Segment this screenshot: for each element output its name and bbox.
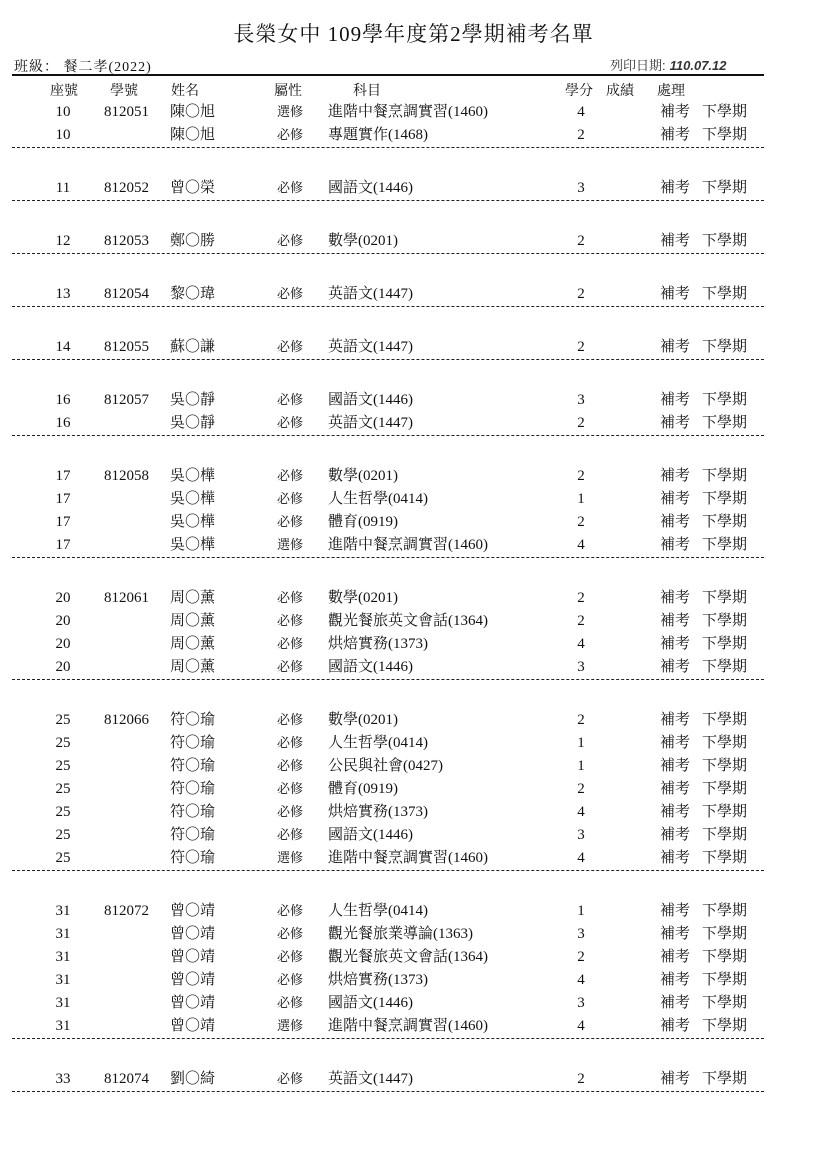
header-rule bbox=[12, 74, 764, 76]
credits-cell: 2 bbox=[577, 590, 585, 606]
credits-cell: 1 bbox=[577, 491, 585, 507]
name-cell: 陳〇旭 bbox=[170, 127, 216, 143]
group-separator bbox=[12, 435, 764, 436]
credits-cell: 3 bbox=[577, 995, 585, 1011]
student-id-cell: 812072 bbox=[104, 903, 149, 919]
name-cell: 周〇薰 bbox=[170, 636, 216, 652]
subject-cell: 觀光餐旅英文會話(1364) bbox=[328, 949, 488, 965]
term-cell: 下學期 bbox=[702, 804, 748, 820]
credits-cell: 2 bbox=[577, 415, 585, 431]
action-cell: 補考 bbox=[660, 972, 691, 988]
subject-cell: 進階中餐烹調實習(1460) bbox=[328, 537, 488, 553]
type-cell: 必修 bbox=[277, 590, 304, 605]
student-id-cell: 812057 bbox=[104, 392, 149, 408]
type-cell: 必修 bbox=[277, 514, 304, 529]
seat-cell: 17 bbox=[55, 468, 71, 484]
name-cell: 吳〇樺 bbox=[170, 537, 216, 553]
group-separator bbox=[12, 557, 764, 558]
subject-cell: 國語文(1446) bbox=[328, 995, 413, 1011]
type-cell: 必修 bbox=[277, 949, 304, 964]
action-cell: 補考 bbox=[660, 1018, 691, 1034]
term-cell: 下學期 bbox=[702, 1018, 748, 1034]
term-cell: 下學期 bbox=[702, 468, 748, 484]
term-cell: 下學期 bbox=[702, 926, 748, 942]
student-id-cell: 812061 bbox=[104, 590, 149, 606]
document-title: 長榮女中 109學年度第2學期補考名單 bbox=[233, 22, 594, 46]
subject-cell: 體育(0919) bbox=[328, 514, 398, 530]
type-cell: 必修 bbox=[277, 286, 304, 301]
header-credits: 學分 bbox=[565, 84, 593, 99]
seat-cell: 17 bbox=[55, 491, 71, 507]
action-cell: 補考 bbox=[660, 659, 691, 675]
term-cell: 下學期 bbox=[702, 613, 748, 629]
seat-cell: 16 bbox=[55, 415, 71, 431]
subject-cell: 國語文(1446) bbox=[328, 827, 413, 843]
student-id-cell: 812054 bbox=[104, 286, 149, 302]
seat-cell: 25 bbox=[55, 735, 71, 751]
seat-cell: 13 bbox=[55, 286, 71, 302]
name-cell: 符〇瑜 bbox=[170, 850, 216, 866]
action-cell: 補考 bbox=[660, 613, 691, 629]
credits-cell: 4 bbox=[577, 850, 585, 866]
type-cell: 必修 bbox=[277, 491, 304, 506]
action-cell: 補考 bbox=[660, 712, 691, 728]
credits-cell: 4 bbox=[577, 1018, 585, 1034]
term-cell: 下學期 bbox=[702, 590, 748, 606]
type-cell: 必修 bbox=[277, 180, 304, 195]
type-cell: 必修 bbox=[277, 827, 304, 842]
credits-cell: 4 bbox=[577, 537, 585, 553]
term-cell: 下學期 bbox=[702, 392, 748, 408]
print-date-value: 110.07.12 bbox=[669, 58, 727, 73]
subject-cell: 人生哲學(0414) bbox=[328, 903, 428, 919]
seat-cell: 31 bbox=[55, 926, 71, 942]
header-seat: 座號 bbox=[50, 84, 78, 99]
subject-cell: 烘焙實務(1373) bbox=[328, 972, 428, 988]
credits-cell: 4 bbox=[577, 636, 585, 652]
student-id-cell: 812074 bbox=[104, 1071, 149, 1087]
name-cell: 吳〇樺 bbox=[170, 491, 216, 507]
term-cell: 下學期 bbox=[702, 127, 748, 143]
term-cell: 下學期 bbox=[702, 712, 748, 728]
class-info: 班級： 餐二孝(2022) bbox=[14, 60, 152, 75]
name-cell: 吳〇樺 bbox=[170, 514, 216, 530]
type-cell: 必修 bbox=[277, 613, 304, 628]
credits-cell: 3 bbox=[577, 827, 585, 843]
credits-cell: 2 bbox=[577, 514, 585, 530]
name-cell: 曾〇靖 bbox=[170, 926, 216, 942]
subject-cell: 烘焙實務(1373) bbox=[328, 636, 428, 652]
group-separator bbox=[12, 870, 764, 871]
type-cell: 必修 bbox=[277, 995, 304, 1010]
name-cell: 符〇瑜 bbox=[170, 712, 216, 728]
seat-cell: 25 bbox=[55, 758, 71, 774]
term-cell: 下學期 bbox=[702, 537, 748, 553]
header-type: 屬性 bbox=[274, 84, 302, 99]
subject-cell: 進階中餐烹調實習(1460) bbox=[328, 104, 488, 120]
term-cell: 下學期 bbox=[702, 636, 748, 652]
type-cell: 必修 bbox=[277, 233, 304, 248]
term-cell: 下學期 bbox=[702, 180, 748, 196]
seat-cell: 33 bbox=[55, 1071, 71, 1087]
seat-cell: 31 bbox=[55, 972, 71, 988]
subject-cell: 進階中餐烹調實習(1460) bbox=[328, 850, 488, 866]
term-cell: 下學期 bbox=[702, 339, 748, 355]
credits-cell: 1 bbox=[577, 903, 585, 919]
term-cell: 下學期 bbox=[702, 286, 748, 302]
group-separator bbox=[12, 679, 764, 680]
type-cell: 必修 bbox=[277, 636, 304, 651]
term-cell: 下學期 bbox=[702, 781, 748, 797]
name-cell: 符〇瑜 bbox=[170, 758, 216, 774]
group-separator bbox=[12, 253, 764, 254]
credits-cell: 1 bbox=[577, 735, 585, 751]
subject-cell: 數學(0201) bbox=[328, 468, 398, 484]
action-cell: 補考 bbox=[660, 735, 691, 751]
action-cell: 補考 bbox=[660, 104, 691, 120]
action-cell: 補考 bbox=[660, 781, 691, 797]
seat-cell: 31 bbox=[55, 995, 71, 1011]
credits-cell: 1 bbox=[577, 758, 585, 774]
subject-cell: 觀光餐旅英文會話(1364) bbox=[328, 613, 488, 629]
seat-cell: 20 bbox=[55, 590, 71, 606]
type-cell: 必修 bbox=[277, 468, 304, 483]
credits-cell: 2 bbox=[577, 781, 585, 797]
subject-cell: 英語文(1447) bbox=[328, 339, 413, 355]
action-cell: 補考 bbox=[660, 127, 691, 143]
type-cell: 必修 bbox=[277, 415, 304, 430]
name-cell: 鄭〇勝 bbox=[170, 233, 216, 249]
term-cell: 下學期 bbox=[702, 659, 748, 675]
term-cell: 下學期 bbox=[702, 995, 748, 1011]
credits-cell: 4 bbox=[577, 804, 585, 820]
subject-cell: 數學(0201) bbox=[328, 712, 398, 728]
name-cell: 周〇薰 bbox=[170, 659, 216, 675]
term-cell: 下學期 bbox=[702, 104, 748, 120]
name-cell: 周〇薰 bbox=[170, 613, 216, 629]
subject-cell: 觀光餐旅業導論(1363) bbox=[328, 926, 473, 942]
subject-cell: 數學(0201) bbox=[328, 590, 398, 606]
name-cell: 曾〇靖 bbox=[170, 1018, 216, 1034]
type-cell: 選修 bbox=[277, 104, 304, 119]
print-date bbox=[610, 55, 727, 74]
group-separator bbox=[12, 306, 764, 307]
group-separator bbox=[12, 200, 764, 201]
credits-cell: 3 bbox=[577, 659, 585, 675]
action-cell: 補考 bbox=[660, 758, 691, 774]
name-cell: 吳〇靜 bbox=[170, 392, 216, 408]
name-cell: 符〇瑜 bbox=[170, 827, 216, 843]
action-cell: 補考 bbox=[660, 491, 691, 507]
subject-cell: 英語文(1447) bbox=[328, 286, 413, 302]
student-id-cell: 812051 bbox=[104, 104, 149, 120]
credits-cell: 2 bbox=[577, 613, 585, 629]
type-cell: 必修 bbox=[277, 659, 304, 674]
name-cell: 蘇〇謙 bbox=[170, 339, 216, 355]
seat-cell: 17 bbox=[55, 514, 71, 530]
seat-cell: 25 bbox=[55, 804, 71, 820]
subject-cell: 人生哲學(0414) bbox=[328, 491, 428, 507]
student-id-cell: 812055 bbox=[104, 339, 149, 355]
type-cell: 必修 bbox=[277, 903, 304, 918]
credits-cell: 2 bbox=[577, 468, 585, 484]
credits-cell: 2 bbox=[577, 127, 585, 143]
header-action: 處理 bbox=[657, 84, 685, 99]
seat-cell: 12 bbox=[55, 233, 71, 249]
term-cell: 下學期 bbox=[702, 850, 748, 866]
term-cell: 下學期 bbox=[702, 827, 748, 843]
seat-cell: 14 bbox=[55, 339, 71, 355]
group-separator bbox=[12, 1038, 764, 1039]
action-cell: 補考 bbox=[660, 286, 691, 302]
type-cell: 選修 bbox=[277, 537, 304, 552]
seat-cell: 31 bbox=[55, 903, 71, 919]
name-cell: 周〇薰 bbox=[170, 590, 216, 606]
term-cell: 下學期 bbox=[702, 903, 748, 919]
table-header bbox=[0, 80, 827, 99]
action-cell: 補考 bbox=[660, 468, 691, 484]
type-cell: 選修 bbox=[277, 850, 304, 865]
seat-cell: 25 bbox=[55, 850, 71, 866]
seat-cell: 10 bbox=[55, 127, 71, 143]
action-cell: 補考 bbox=[660, 827, 691, 843]
subject-cell: 烘焙實務(1373) bbox=[328, 804, 428, 820]
print-date-label: 列印日期: bbox=[610, 58, 666, 73]
term-cell: 下學期 bbox=[702, 233, 748, 249]
action-cell: 補考 bbox=[660, 995, 691, 1011]
subject-cell: 體育(0919) bbox=[328, 781, 398, 797]
seat-cell: 31 bbox=[55, 949, 71, 965]
term-cell: 下學期 bbox=[702, 735, 748, 751]
credits-cell: 4 bbox=[577, 104, 585, 120]
subject-cell: 進階中餐烹調實習(1460) bbox=[328, 1018, 488, 1034]
name-cell: 曾〇榮 bbox=[170, 180, 216, 196]
type-cell: 必修 bbox=[277, 758, 304, 773]
action-cell: 補考 bbox=[660, 514, 691, 530]
type-cell: 必修 bbox=[277, 712, 304, 727]
action-cell: 補考 bbox=[660, 590, 691, 606]
credits-cell: 2 bbox=[577, 1071, 585, 1087]
action-cell: 補考 bbox=[660, 903, 691, 919]
type-cell: 必修 bbox=[277, 926, 304, 941]
action-cell: 補考 bbox=[660, 636, 691, 652]
name-cell: 陳〇旭 bbox=[170, 104, 216, 120]
name-cell: 劉〇綺 bbox=[170, 1071, 216, 1087]
term-cell: 下學期 bbox=[702, 972, 748, 988]
seat-cell: 11 bbox=[55, 180, 71, 196]
term-cell: 下學期 bbox=[702, 415, 748, 431]
header-student-id: 學號 bbox=[110, 84, 138, 99]
term-cell: 下學期 bbox=[702, 1071, 748, 1087]
subject-cell: 公民與社會(0427) bbox=[328, 758, 443, 774]
action-cell: 補考 bbox=[660, 180, 691, 196]
type-cell: 必修 bbox=[277, 781, 304, 796]
header-score: 成績 bbox=[606, 84, 634, 99]
term-cell: 下學期 bbox=[702, 949, 748, 965]
type-cell: 必修 bbox=[277, 804, 304, 819]
name-cell: 吳〇靜 bbox=[170, 415, 216, 431]
action-cell: 補考 bbox=[660, 392, 691, 408]
action-cell: 補考 bbox=[660, 926, 691, 942]
term-cell: 下學期 bbox=[702, 758, 748, 774]
action-cell: 補考 bbox=[660, 537, 691, 553]
name-cell: 曾〇靖 bbox=[170, 995, 216, 1011]
subject-cell: 國語文(1446) bbox=[328, 180, 413, 196]
term-cell: 下學期 bbox=[702, 514, 748, 530]
action-cell: 補考 bbox=[660, 1071, 691, 1087]
header-name: 姓名 bbox=[171, 84, 199, 99]
subject-cell: 人生哲學(0414) bbox=[328, 735, 428, 751]
term-cell: 下學期 bbox=[702, 491, 748, 507]
seat-cell: 31 bbox=[55, 1018, 71, 1034]
group-separator bbox=[12, 1091, 764, 1092]
action-cell: 補考 bbox=[660, 415, 691, 431]
subject-cell: 專題實作(1468) bbox=[328, 127, 428, 143]
student-id-cell: 812052 bbox=[104, 180, 149, 196]
group-separator bbox=[12, 359, 764, 360]
subject-cell: 英語文(1447) bbox=[328, 1071, 413, 1087]
subject-cell: 國語文(1446) bbox=[328, 659, 413, 675]
seat-cell: 25 bbox=[55, 712, 71, 728]
subject-cell: 數學(0201) bbox=[328, 233, 398, 249]
subject-cell: 國語文(1446) bbox=[328, 392, 413, 408]
type-cell: 必修 bbox=[277, 735, 304, 750]
seat-cell: 20 bbox=[55, 659, 71, 675]
type-cell: 必修 bbox=[277, 127, 304, 142]
credits-cell: 4 bbox=[577, 972, 585, 988]
name-cell: 吳〇樺 bbox=[170, 468, 216, 484]
credits-cell: 2 bbox=[577, 339, 585, 355]
action-cell: 補考 bbox=[660, 804, 691, 820]
name-cell: 曾〇靖 bbox=[170, 972, 216, 988]
name-cell: 黎〇瑋 bbox=[170, 286, 216, 302]
seat-cell: 20 bbox=[55, 613, 71, 629]
credits-cell: 2 bbox=[577, 712, 585, 728]
type-cell: 選修 bbox=[277, 1018, 304, 1033]
action-cell: 補考 bbox=[660, 850, 691, 866]
name-cell: 符〇瑜 bbox=[170, 735, 216, 751]
subject-cell: 英語文(1447) bbox=[328, 415, 413, 431]
credits-cell: 2 bbox=[577, 949, 585, 965]
credits-cell: 2 bbox=[577, 233, 585, 249]
seat-cell: 25 bbox=[55, 781, 71, 797]
credits-cell: 3 bbox=[577, 180, 585, 196]
seat-cell: 25 bbox=[55, 827, 71, 843]
name-cell: 曾〇靖 bbox=[170, 903, 216, 919]
action-cell: 補考 bbox=[660, 339, 691, 355]
type-cell: 必修 bbox=[277, 972, 304, 987]
type-cell: 必修 bbox=[277, 1071, 304, 1086]
seat-cell: 10 bbox=[55, 104, 71, 120]
name-cell: 符〇瑜 bbox=[170, 804, 216, 820]
group-separator bbox=[12, 147, 764, 148]
student-id-cell: 812066 bbox=[104, 712, 149, 728]
student-id-cell: 812053 bbox=[104, 233, 149, 249]
action-cell: 補考 bbox=[660, 233, 691, 249]
seat-cell: 16 bbox=[55, 392, 71, 408]
seat-cell: 17 bbox=[55, 537, 71, 553]
credits-cell: 3 bbox=[577, 926, 585, 942]
name-cell: 符〇瑜 bbox=[170, 781, 216, 797]
credits-cell: 3 bbox=[577, 392, 585, 408]
credits-cell: 2 bbox=[577, 286, 585, 302]
type-cell: 必修 bbox=[277, 392, 304, 407]
student-id-cell: 812058 bbox=[104, 468, 149, 484]
type-cell: 必修 bbox=[277, 339, 304, 354]
seat-cell: 20 bbox=[55, 636, 71, 652]
action-cell: 補考 bbox=[660, 949, 691, 965]
name-cell: 曾〇靖 bbox=[170, 949, 216, 965]
header-subject: 科目 bbox=[353, 84, 381, 99]
